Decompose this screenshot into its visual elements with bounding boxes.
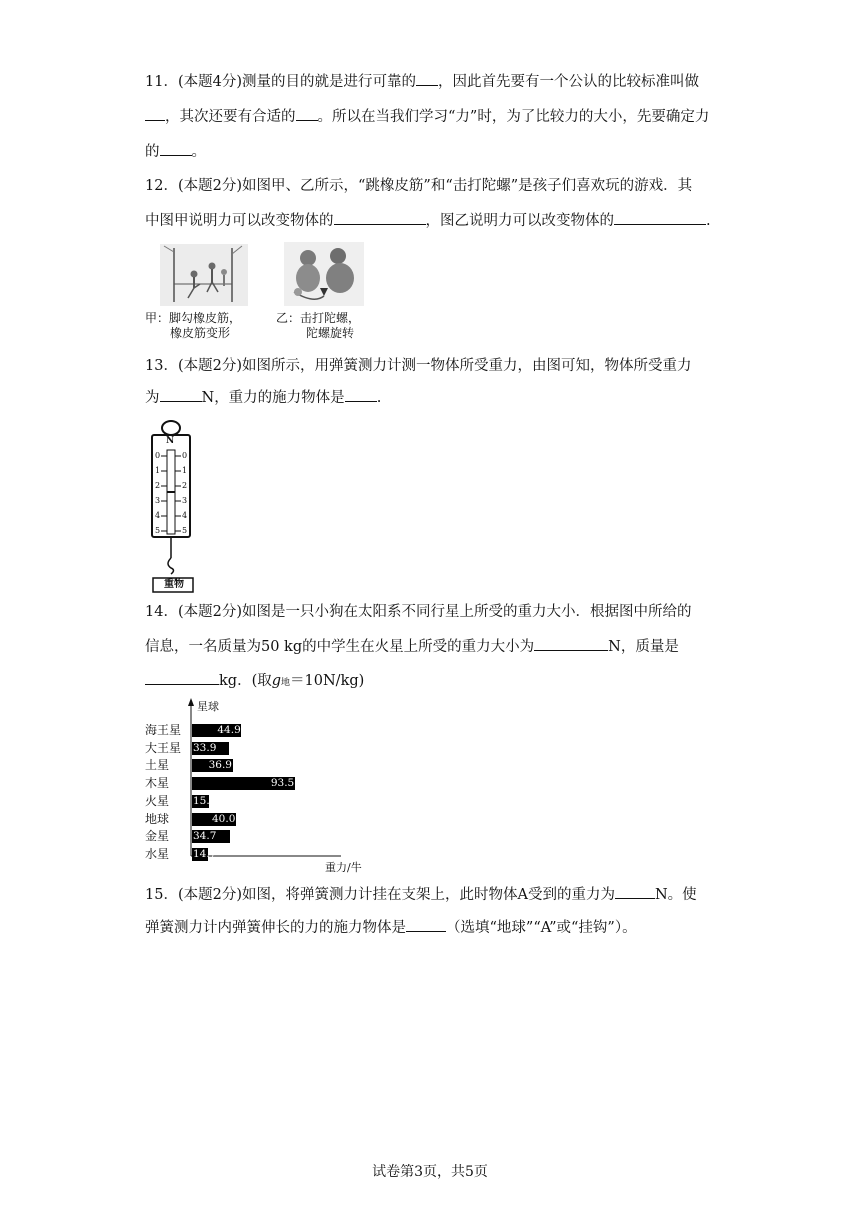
chart-category-label: 金星	[145, 829, 170, 844]
scale-tick-label: 0	[155, 451, 161, 460]
chart-x-axis-label: 重力/牛	[325, 861, 362, 874]
answer-blank[interactable]	[614, 210, 706, 225]
chart-value-label: 40.0	[212, 812, 236, 825]
scale-tick-label: 3	[182, 496, 188, 505]
q11-line-1	[145, 71, 699, 92]
q13-line-2	[145, 387, 381, 408]
q14-text: 信息，一名质量为50 kg的中学生在火星上所受的重力大小为	[145, 639, 535, 655]
answer-blank[interactable]	[534, 636, 608, 651]
figure-caption: 甲：脚勾橡皮筋，	[145, 311, 242, 325]
q11-text: 11．(本题4分)测量的目的就是进行可靠的	[145, 74, 416, 90]
q11-text: ，其次还要有合适的	[165, 109, 296, 125]
planet-gravity-chart	[145, 696, 362, 874]
figure-caption: 陀螺旋转	[306, 326, 355, 340]
answer-blank[interactable]	[615, 884, 655, 899]
q11-text: 的	[145, 144, 160, 160]
answer-blank[interactable]	[406, 917, 446, 932]
scale-tick-label: 2	[182, 481, 188, 490]
q11-text: 。	[191, 144, 206, 160]
scale-unit-label: N	[166, 436, 175, 446]
q11-text: 。所以在当我们学习“力”时，为了比较力的大小，先要确定力	[317, 109, 710, 125]
chart-category-label: 海王星	[145, 723, 182, 737]
answer-blank[interactable]	[416, 71, 438, 86]
q15-text: （选填“地球”“A”或“挂钩”）。	[446, 920, 637, 936]
scale-tick-label: 4	[155, 511, 161, 520]
chart-value-label: 93.5	[270, 777, 295, 790]
figure-caption: 橡皮筋变形	[170, 326, 231, 340]
q12-text: ，图乙说明力可以改变物体的	[425, 213, 614, 229]
answer-blank[interactable]	[145, 106, 165, 121]
answer-blank[interactable]	[160, 141, 192, 156]
q12-text: 中图甲说明力可以改变物体的	[145, 213, 334, 229]
q15-line-2	[145, 917, 637, 938]
chart-value-label: 34.7	[193, 830, 217, 843]
q15-text: 15．(本题2分)如图，将弹簧测力计挂在支架上，此时物体A受到的重力为	[145, 887, 615, 903]
chart-category-label: 大王星	[145, 740, 182, 755]
chart-category-label: 水星	[145, 846, 170, 861]
g-subscript: 地	[281, 678, 291, 688]
answer-blank[interactable]	[160, 387, 202, 402]
q15-text: 弹簧测力计内弹簧伸长的力的施力物体是	[145, 920, 406, 936]
scale-tick-label: 0	[182, 451, 188, 460]
chart-y-axis-label: 星球	[197, 700, 219, 713]
scale-tick-label: 5	[155, 526, 161, 535]
q13-text: N，重力的施力物体是	[201, 390, 345, 406]
scale-tick-label: 1	[155, 466, 161, 475]
scale-tick-label: 1	[182, 466, 188, 475]
q14-text: N，质量是	[608, 639, 679, 655]
q14-line-3	[145, 670, 364, 693]
g-symbol: g	[271, 673, 282, 689]
chart-category-label: 土星	[145, 758, 170, 773]
answer-blank[interactable]	[296, 106, 318, 121]
page-footer: 试卷第3页，共5页	[372, 1164, 488, 1180]
scale-tick-label: 2	[155, 481, 161, 490]
chart-value-label: 36.9	[208, 759, 232, 772]
answer-blank[interactable]	[145, 670, 219, 685]
q13-text: 为	[145, 390, 160, 406]
chart-value-label: 33.9	[193, 741, 217, 754]
figure-jia-rubber-band	[160, 244, 248, 306]
q14-text: kg．(取	[219, 673, 272, 689]
q15-text: N。使	[654, 887, 697, 903]
chart-value-label: 14.7	[193, 847, 217, 860]
scale-tick-label: 5	[182, 526, 188, 535]
q13-text: .	[376, 390, 382, 406]
weight-label: 重物	[164, 579, 184, 590]
q12-line-1: 12．(本题2分)如图甲、乙所示，“跳橡皮筋”和“击打陀螺”是孩子们喜欢玩的游戏．其	[145, 178, 693, 194]
chart-value-label: 15.3	[193, 794, 217, 807]
q12-text: .	[706, 213, 711, 229]
chart-category-label: 地球	[145, 811, 170, 826]
q11-text: ，因此首先要有一个公认的比较标准叫做	[438, 74, 699, 90]
q13-line-1: 13．(本题2分)如图所示，用弹簧测力计测一物体所受重力，由图可知，物体所受重力	[145, 358, 692, 374]
answer-blank[interactable]	[334, 210, 426, 225]
q14-line-2	[145, 636, 679, 657]
chart-value-label: 44.9	[217, 724, 241, 736]
figure-yi-spinning-top	[284, 242, 364, 306]
q15-line-1	[145, 884, 697, 905]
scale-tick-label: 4	[182, 511, 188, 520]
figure-caption: 乙：击打陀螺，	[276, 311, 361, 325]
q12-line-2	[145, 210, 711, 231]
q11-line-2	[145, 106, 709, 127]
chart-category-label: 火星	[145, 793, 170, 808]
q14-line-1: 14．(本题2分)如图是一只小狗在太阳系不同行星上所受的重力大小．根据图中所给的	[145, 604, 692, 620]
scale-tick-label: 3	[155, 496, 161, 505]
q11-line-3	[145, 141, 206, 162]
chart-category-label: 木星	[145, 776, 170, 791]
answer-blank[interactable]	[345, 387, 377, 402]
q14-text: ＝10N/kg)	[290, 673, 365, 689]
spring-scale-figure	[145, 418, 205, 594]
